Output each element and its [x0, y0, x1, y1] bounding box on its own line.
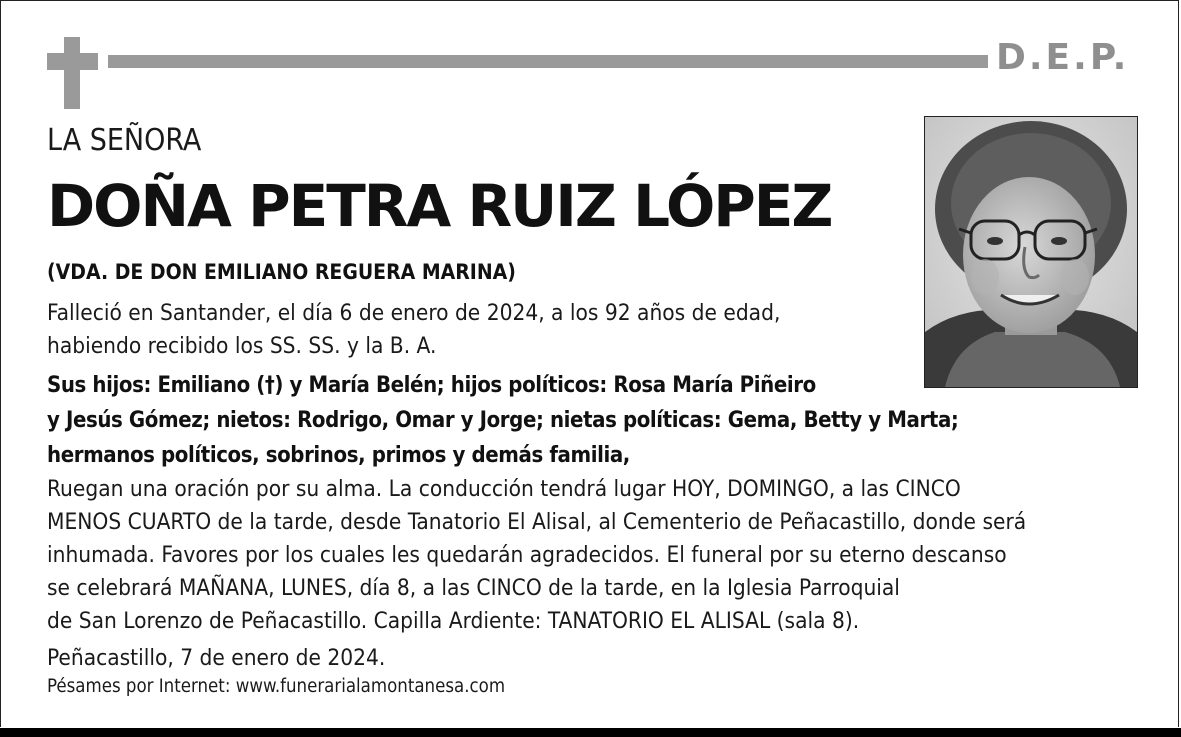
text-line: habiendo recibido los SS. SS. y la B. A.	[47, 333, 437, 359]
ceremony-paragraph	[47, 473, 1026, 638]
text-line: Ruegan una oración por su alma. La conducción tendrá lugar HOY, DOMINGO, a las CINCO	[47, 476, 961, 502]
text-line: se celebrará MAÑANA, LUNES, día 8, a las CINCO de la tarde, en la Iglesia Parroquial	[47, 575, 900, 601]
death-notice-paragraph	[47, 297, 780, 363]
cross-vertical-bar	[64, 37, 80, 109]
text-line: Sus hijos: Emiliano (†) y María Belén; hijos políticos: Rosa María Piñeiro	[47, 373, 816, 398]
text-line: hermanos políticos, sobrinos, primos y demás familia,	[47, 443, 630, 468]
text-line: y Jesús Gómez; nietos: Rodrigo, Omar y Jorge; nietas políticas: Gema, Betty y Marta;	[47, 408, 959, 433]
text-line: de San Lorenzo de Peñacastillo. Capilla Ardiente: TANATORIO EL ALISAL (sala 8).	[47, 608, 860, 634]
text-line: inhumada. Favores por los cuales les quedarán agradecidos. El funeral por su eterno descanso	[47, 542, 1007, 568]
widow-subtitle: (VDA. DE DON EMILIANO REGUERA MARINA)	[47, 260, 516, 284]
condolences-website: Pésames por Internet: www.funerarialamontanesa.com	[47, 676, 506, 697]
deceased-name: DOÑA PETRA RUIZ LÓPEZ	[47, 172, 832, 240]
dep-badge: D.E.P.	[996, 37, 1130, 78]
portrait-image	[925, 117, 1137, 387]
header-rule	[108, 55, 988, 68]
portrait-photo	[924, 116, 1138, 388]
text-line: MENOS CUARTO de la tarde, desde Tanatorio El Alisal, al Cementerio de Peñacastillo, donde será	[47, 509, 1027, 535]
text-line: Falleció en Santander, el día 6 de enero de 2024, a los 92 años de edad,	[47, 300, 781, 326]
honorific-prefix: LA SEÑORA	[47, 123, 202, 158]
bottom-rule	[0, 728, 1181, 737]
cross-horizontal-bar	[47, 53, 98, 70]
place-date: Peñacastillo, 7 de enero de 2024.	[47, 645, 386, 671]
family-paragraph	[47, 368, 958, 473]
